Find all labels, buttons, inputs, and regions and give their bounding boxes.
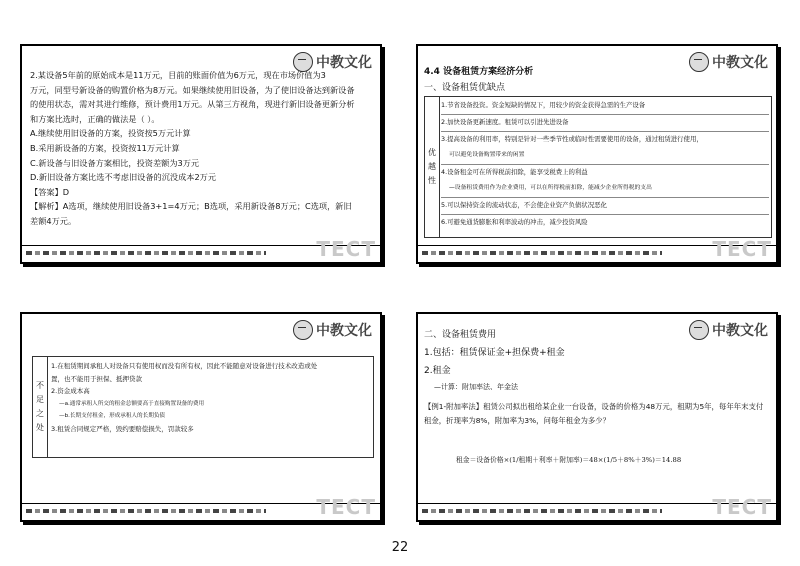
slide-1 <box>20 44 382 264</box>
list-item: 1.包括：租赁保证金+担保费+租金 <box>424 348 565 358</box>
side-char: 足 <box>36 395 44 404</box>
table-row: 6.可避免通货膨胀和利率波动的冲击，减少投资风险 <box>441 218 588 226</box>
logo-face-icon <box>293 320 313 340</box>
option-b: B.采用新设备的方案，投资按11万元计算 <box>30 142 180 153</box>
slide-4 <box>416 312 778 522</box>
slide-footer <box>22 237 380 262</box>
brand-watermark: TECT <box>712 237 772 261</box>
advantages-table <box>424 96 772 238</box>
logo <box>689 52 768 72</box>
side-char: 处 <box>36 423 44 432</box>
option-d: D.新旧设备方案比选不考虑旧设备的沉没成本2万元 <box>30 172 217 183</box>
slide-footer <box>22 495 380 520</box>
slide-footer <box>418 237 776 262</box>
side-char: 优 <box>428 148 436 157</box>
table-row: 5.可以保持资金的流动状态，不会使企业资产负债状况恶化 <box>441 198 769 215</box>
side-char: 不 <box>36 381 44 390</box>
side-char: 之 <box>36 409 44 418</box>
brand-watermark: TECT <box>712 495 772 519</box>
slide-title: 4.4 设备租赁方案经济分析 <box>424 67 534 77</box>
table-row: 4.设备租金可在所得税前扣除，能享受税费上的利益 <box>441 168 588 176</box>
formula: 租金＝设备价格×(1/租期＋利率＋附加率)＝48×(1/5＋8%＋3%)＝14.88 <box>456 456 682 464</box>
table-row: —b.长期支付租金，形成承租人的长期负债 <box>59 413 166 419</box>
advantages-label <box>425 97 440 237</box>
question-text <box>30 68 374 229</box>
table-row: —设备租赁费用作为企业费用，可以在所得税前扣除，能减少企业所得税的支出 <box>441 181 769 198</box>
logo-text: 中教文化 <box>316 323 372 339</box>
explanation: 差额4万元。 <box>30 215 77 226</box>
text-line: 万元，同型号新设备的购置价格为8万元。如果继续使用旧设备，为了使旧设备达到新设备 <box>30 84 355 95</box>
slide-3 <box>20 312 382 522</box>
footer-bar <box>422 509 662 513</box>
option-a: A.继续使用旧设备的方案，投资按5万元计算 <box>30 128 191 139</box>
footer-bar <box>26 509 266 513</box>
table-row: 置，也不能用于担保、抵押贷款 <box>51 374 142 383</box>
example-text: 【例1-附加率法】租赁公司拟出租给某企业一台设备，设备的价格为48万元，租期为5年，每年年末支付租金，折现率为8%，附加率为3%，问每年租金为多少？ <box>424 402 764 425</box>
answer: 【答案】D <box>30 186 70 197</box>
table-row: 3.提高设备的利用率，特别是针对一些季节性或临时性需要使用的设备，通过租赁进行使用， <box>441 135 703 143</box>
logo-text: 中教文化 <box>316 55 372 71</box>
brand-watermark: TECT <box>316 237 376 261</box>
logo-face-icon <box>689 52 709 72</box>
page-number: 22 <box>391 540 409 555</box>
side-char: 越 <box>428 162 436 171</box>
slide-content <box>424 326 770 427</box>
logo-text: 中教文化 <box>712 55 768 71</box>
text-line: 的使用状态，需对其进行维修，预计费用1万元。从第三方视角，现进行新旧设备更新分析 <box>30 99 355 110</box>
section-heading: 一、设备租赁优缺点 <box>424 83 506 93</box>
logo <box>293 320 372 340</box>
table-row: 1.节省设备投资。资金短缺的情况下，用较少的资金获得急需的生产设备 <box>441 98 769 115</box>
footer-bar <box>26 251 266 255</box>
text-line: 2.某设备5年前的原始成本是11万元，目前的账面价值为6万元，现在市场价值为3 <box>30 70 326 80</box>
table-row: 可以避免设备购置带来的闲置 <box>441 148 769 165</box>
table-row: 1.在租赁期间承租人对设备只有使用权而没有所有权，因此不能随意对设备进行技术改造或处 <box>51 362 318 370</box>
explanation: 【解析】A选项，继续使用旧设备3+1=4万元；B选项，采用新设备8万元；C选项，新旧 <box>30 201 352 212</box>
table-row: 2.资金成本高 <box>51 387 90 395</box>
table-row: —a.通常承租人所交的租金总额要高于直接购置设备的费用 <box>59 400 205 407</box>
side-char: 性 <box>428 176 436 185</box>
brand-watermark: TECT <box>316 495 376 519</box>
logo-text: 中教文化 <box>712 323 768 339</box>
section-heading: 二、设备租赁费用 <box>424 330 497 340</box>
list-subitem: —计算：附加率法、年金法 <box>434 383 518 391</box>
list-item: 2.租金 <box>424 366 451 376</box>
disadvantages-label <box>33 357 48 457</box>
text-line: 和方案比选时，正确的做法是（ ）。 <box>30 113 160 124</box>
disadvantages-table <box>32 356 374 458</box>
footer-bar <box>422 251 662 255</box>
slide-2 <box>416 44 778 264</box>
slide-footer <box>418 495 776 520</box>
table-row: 2.加快设备更新速度。租赁可以引进先进设备 <box>441 115 769 132</box>
table-row: 3.租赁合同规定严格，毁约要赔偿损失，罚款较多 <box>51 424 194 433</box>
option-c: C.新设备与旧设备方案相比，投资差额为3万元 <box>30 157 200 168</box>
